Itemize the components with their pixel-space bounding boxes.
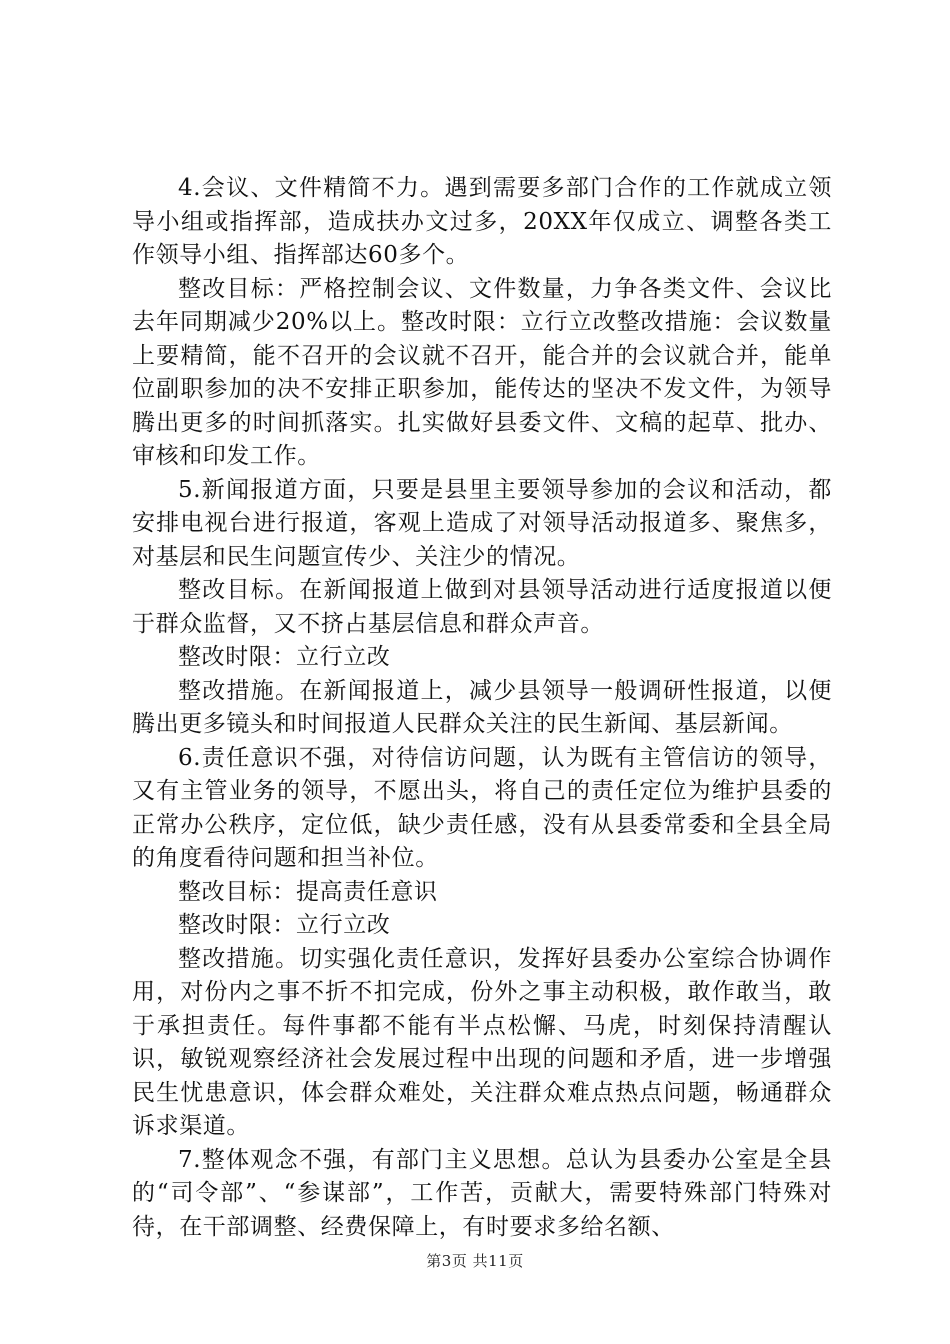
paragraph-item-7-overall-view: 7.整体观念不强，有部门主义思想。总认为县委办公室是全县的“司令部”、“参谋部”，工作苦，贡献大，需要特殊部门特殊对待，在干部调整、经费保障上，有时要求多给名额、	[132, 1146, 832, 1240]
document-body	[132, 172, 832, 1244]
paragraph-measures-news: 整改措施。在新闻报道上，减少县领导一般调研性报道，以便腾出更多镜头和时间报道人民群众关注的民生新闻、基层新闻。	[132, 677, 832, 737]
paragraph-measures-responsibility: 整改措施。切实强化责任意识，发挥好县委办公室综合协调作用，对份内之事不折不扣完成，份外之事主动积极，敢作敢当，敢于承担责任。每件事都不能有半点松懈、马虎，时刻保持清醒认识，敏锐观察经济社会发展过程中出现的问题和矛盾，进一步增强民生忧患意识，体会群众难处，关注群众难点热点问题，畅通群众诉求渠道。	[132, 945, 832, 1139]
paragraph-rectification-goal-news: 整改目标。在新闻报道上做到对县领导活动进行适度报道以便于群众监督，又不挤占基层信息和群众声音。	[132, 577, 832, 637]
paragraph-deadline-news: 整改时限：立行立改	[178, 644, 391, 670]
paragraph-item-6-responsibility: 6.责任意识不强，对待信访问题，认为既有主管信访的领导，又有主管业务的领导，不愿出头，将自己的责任定位为维护县委的正常办公秩序，定位低，缺少责任感，没有从县委常委和全县全局的角度看待问题和担当补位。	[132, 744, 832, 871]
paragraph-deadline-responsibility: 整改时限：立行立改	[178, 912, 391, 938]
page-number-footer: 第3页 共11页	[426, 1252, 524, 1270]
paragraph-item-5-news: 5.新闻报道方面，只要是县里主要领导参加的会议和活动，都安排电视台进行报道，客观上造成了对领导活动报道多、聚焦多，对基层和民生问题宣传少、关注少的情况。	[132, 476, 832, 570]
paragraph-item-4-meetings: 4.会议、文件精简不力。遇到需要多部门合作的工作就成立领导小组或指挥部，造成扶办文过多，20XX年仅成立、调整各类工作领导小组、指挥部达60多个。	[132, 175, 832, 268]
paragraph-rectification-goal-meetings: 整改目标：严格控制会议、文件数量，力争各类文件、会议比去年同期减少20%以上。整改时限：立行立改整改措施：会议数量上要精简，能不召开的会议就不召开，能合并的会议就合并，能单位副职参加的决不安排正职参加，能传达的坚决不发文件，为领导腾出更多的时间抓落实。扎实做好县委文件、文稿的起草、批办、审核和印发工作。	[132, 275, 832, 469]
paragraph-rectification-goal-responsibility: 整改目标：提高责任意识	[178, 878, 438, 905]
